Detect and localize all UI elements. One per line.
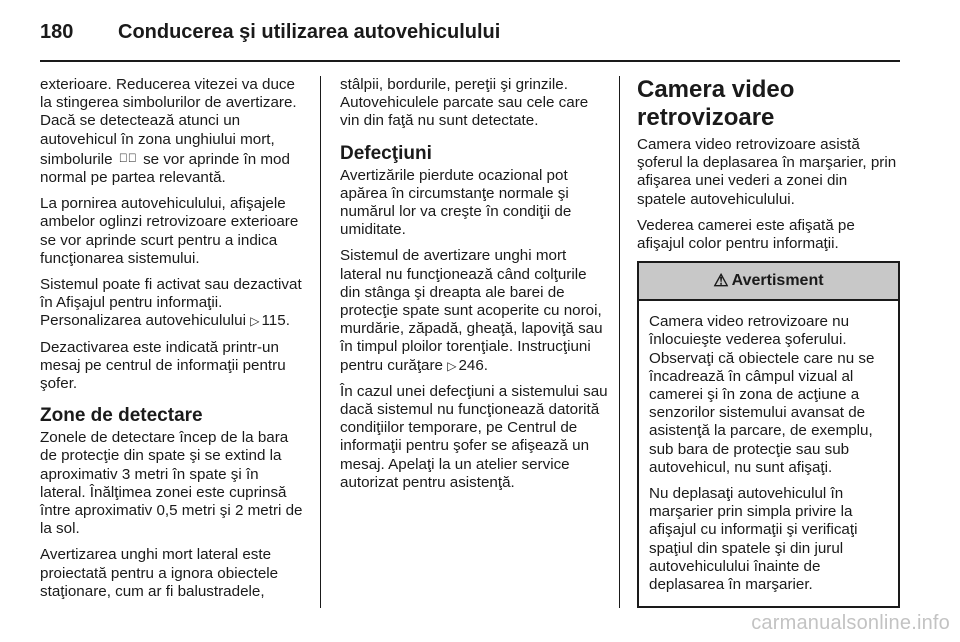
paragraph: Nu deplasaţi autovehiculul în marşarier prin simpla privire la afişajul cu informaţii şi verificaţi spaţiul din spatele şi din jurul autovehiculului înainte de deplasarea în marşarier. <box>649 485 858 594</box>
page-reference-link[interactable]: ▷ 115. <box>250 312 290 330</box>
column-2 <box>340 76 610 500</box>
column-divider-1 <box>320 76 321 608</box>
arrow-right-icon: ▷ <box>250 314 260 329</box>
column-divider-2 <box>619 76 620 608</box>
watermark: carmanualsonline.info <box>751 612 950 634</box>
paragraph: Camera video retrovizoare nu înlocuieşte vederea şoferului. Observaţi că obiectele care nu se încadrează în câmpul vizual al camerei şi în zona de acţiune a senzorilor sistemului avansat de asistenţă la parcare, de exemplu, sub bara de protecţie sau sub autovehicul, nu sunt afişaţi. <box>649 313 875 476</box>
paragraph: exterioare. Reducerea vitezei va duce la stingerea simbolurilor de avertizare. Dacă se detectează atunci un autovehicul în zona unghiului mort, simbolurile ◿⃝ se vor aprinde în mod normal pe partea relevantă. <box>40 76 297 187</box>
section-heading-zones: Zone de detectare <box>40 405 203 427</box>
section-heading-faults: Defecţiuni <box>340 142 432 164</box>
paragraph: stâlpii, bordurile, pereţii şi grinzile. Autovehiculele parcate sau cele care vin din faţă nu sunt detectate. <box>340 76 589 130</box>
warning-body <box>639 301 898 606</box>
header-divider <box>40 60 900 62</box>
paragraph: Avertizările pierdute ocazional pot apărea în circumstanţe normale şi numărul lor va creşte în condiţii de umiditate. <box>340 166 572 239</box>
column-3 <box>637 76 900 608</box>
paragraph: Sistemul poate fi activat sau dezactivat în Afişajul pentru informaţii. Personalizarea autovehiculului ▷ 115. <box>40 276 302 330</box>
paragraph: Vederea camerei este afişată pe afişajul color pentru informaţii. <box>637 216 855 253</box>
paragraph: La pornirea autovehiculului, afişajele ambelor oglinzi retrovizoare exterioare se vor aprinde scurt pentru a indica funcţionarea sistemului. <box>40 195 299 267</box>
page-reference-link[interactable]: ▷ 246. <box>447 356 489 374</box>
paragraph: Zonele de detectare încep de la bara de protecţie din spate şi se extind la aproximativ 3 metri în spate şi în lateral. Înălţimea zonei este cuprinsă între aproximativ 0,5 metri şi 2 metri de la sol. <box>40 429 303 538</box>
blind-spot-icon: ◿⃝ <box>118 150 137 165</box>
paragraph: Dezactivarea este indicată printr-un mesaj pe centrul de informaţii pentru şofer. <box>40 338 286 393</box>
paragraph: În cazul unei defecţiuni a sistemului sau dacă sistemul nu funcţionează datorită condiţiilor temporare, pe Centrul de informaţii pentru şofer se afişează un mesaj. Apelaţi la un atelier service autorizat pentru asistenţă. <box>340 382 608 491</box>
paragraph: Camera video retrovizoare asistă şoferul la deplasarea în marşarier, prin afişarea unei vederi a zonei din spatele autovehiculului. <box>637 136 897 208</box>
warning-title: Avertisment <box>731 272 824 290</box>
page-header <box>40 12 900 52</box>
section-heading-camera: Camera video retrovizoare <box>637 76 795 131</box>
warning-triangle-icon: ⚠ <box>713 271 729 291</box>
paragraph: Avertizarea unghi mort lateral este proiectată pentru a ignora obiectele staţionare, cum ar fi balustradele, <box>40 546 279 600</box>
warning-header <box>639 263 898 301</box>
page-number: 180 <box>40 20 74 43</box>
chapter-title: Conducerea şi utilizarea autovehiculului <box>118 20 501 43</box>
column-1 <box>40 76 308 609</box>
paragraph: Sistemul de avertizare unghi mort lateral nu funcţionează când colţurile din stânga şi dreapta ale barei de protecţie spate sunt acoperite cu noroi, murdărie, zăpadă, gheaţă, lapoviţă sau în timpul ploilor torenţiale. Instrucţiuni pentru curăţare ▷ 246. <box>340 247 603 374</box>
warning-box <box>637 261 900 608</box>
arrow-right-icon: ▷ <box>447 358 457 373</box>
